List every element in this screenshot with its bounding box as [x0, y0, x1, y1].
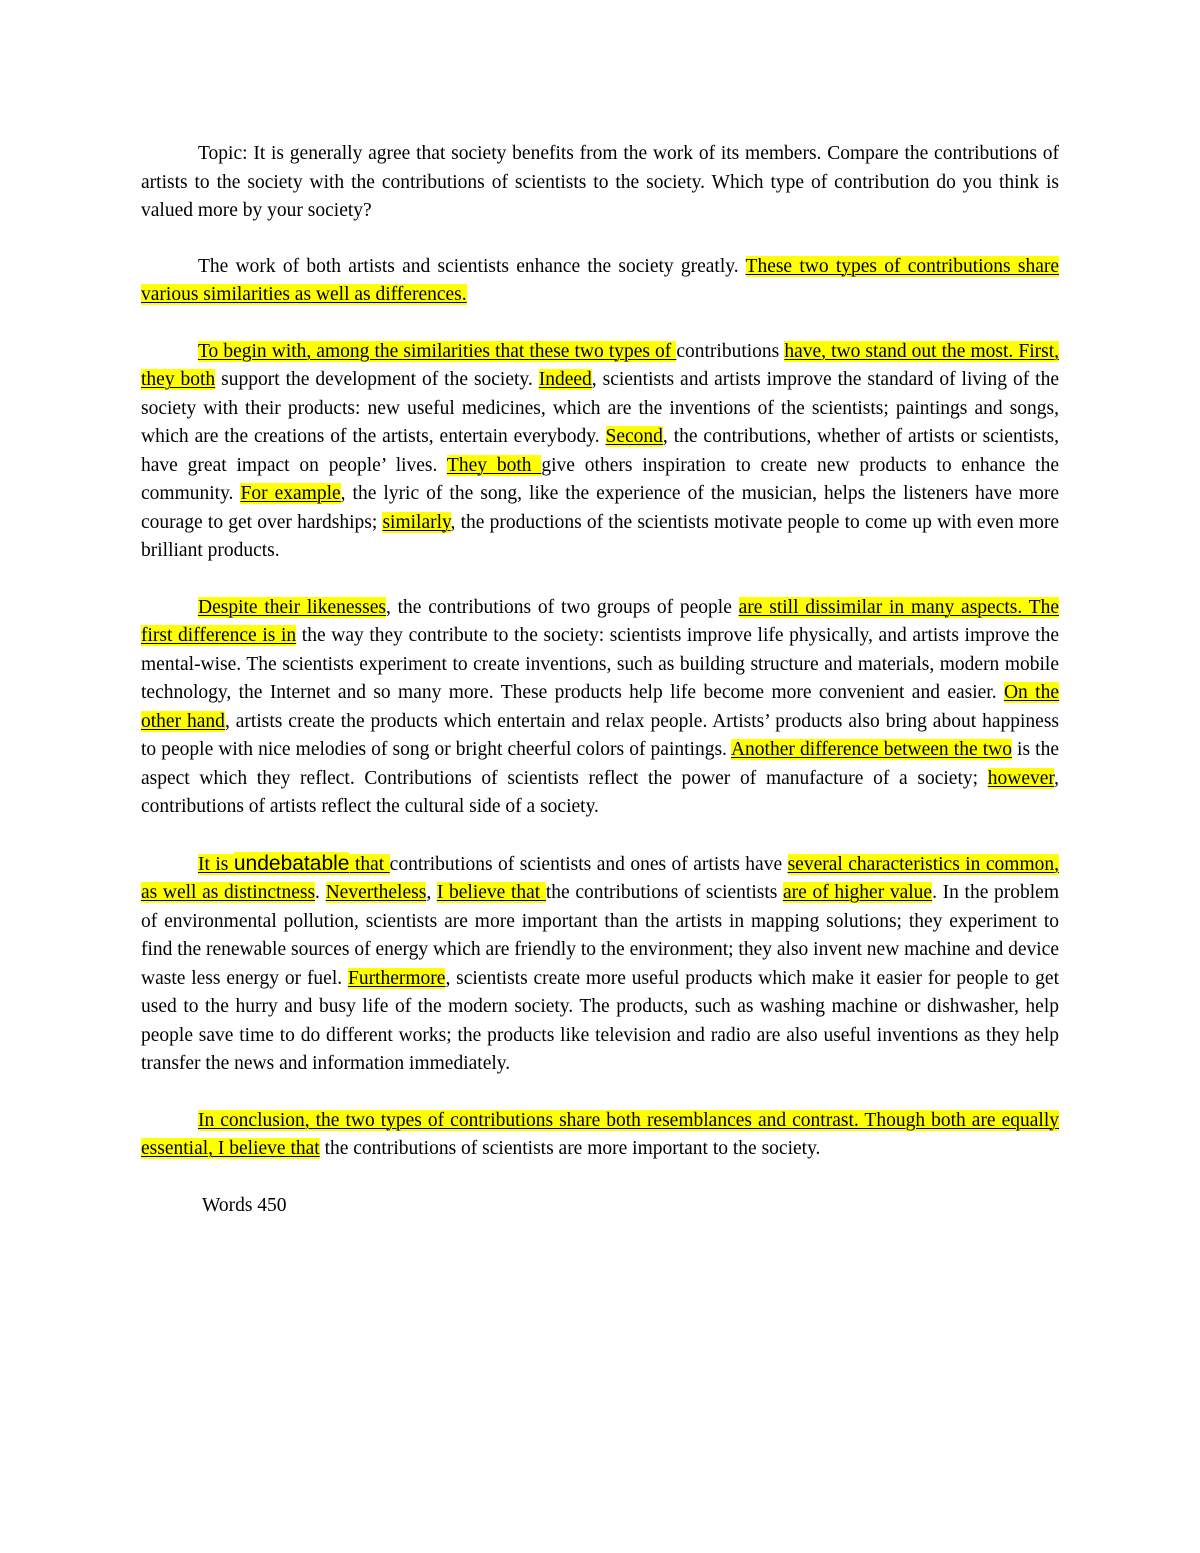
highlighted-phrase: several characteristics in common, as well as distinctness [141, 853, 1060, 903]
text-run: , the contributions of two groups of people [385, 596, 739, 618]
text-run: the contributions of scientists [545, 882, 784, 903]
paragraph-conclusion [141, 1107, 1059, 1164]
highlighted-phrase: Another difference between the two [730, 739, 1012, 760]
paragraph-body-3 [141, 850, 1059, 1079]
text-run: , scientists and artists improve the standard of living of the society with their products: new useful medicines, which are the inventions of the scientists; paintings and songs, which are the creations of the artists, entertain everybody. [141, 369, 1059, 447]
text-run: . In the problem of environmental pollution, scientists are more important than the artists in mapping solutions; they experiment to find the renewable sources of energy which are friendly to the environment; they also invent new machine and device waste less energy or fuel. [141, 882, 1060, 989]
paragraph-body-2 [141, 594, 1059, 822]
highlighted-phrase: For example [240, 483, 341, 504]
highlighted-phrase: I believe that [436, 882, 546, 903]
highlighted-phrase: Indeed [538, 369, 592, 390]
highlighted-phrase: are still dissimilar in many aspects. The first difference is in [141, 596, 1059, 646]
highlighted-phrase: similarly [382, 511, 451, 533]
text-run: Topic: It is generally agree that society benefits from the work of its members. Compare the contributions of artists to the society with the contributions of scientists to the society. Which type of contribution do you think is valued more by your society? [141, 143, 1059, 221]
highlighted-phrase: that [349, 853, 390, 875]
document-page [141, 140, 1059, 1220]
highlighted-phrase: To begin with, among the similarities that these two types of [198, 340, 677, 362]
text-run: the way they contribute to the society: scientists improve life physically, and artists improve the mental-wise. The scientists experiment to create inventions, such as building structure and materials, modern mobile technology, the Internet and so many more. These products help life become more convenient and easier. [141, 625, 1059, 703]
text-run: , the lyric of the song, like the experience of the musician, helps the listeners have more courage to get over hardships; [141, 483, 1059, 533]
highlighted-phrase: Furthermore [347, 967, 446, 989]
text-run: is the aspect which they reflect. Contributions of scientists reflect the power of manufacture of a society; [141, 739, 1059, 789]
word-count: Words 450 [202, 1194, 287, 1216]
text-run: , contributions of artists reflect the cultural side of a society. [141, 767, 1059, 817]
text-run: , the contributions, whether of artists or scientists, have great impact on people’ lives. [141, 426, 1059, 476]
highlighted-phrase: It is [198, 853, 234, 875]
highlighted-phrase: Second [605, 426, 663, 447]
text-run: . [315, 882, 326, 903]
text-run: , the productions of the scientists motivate people to come up with even more brilliant products. [141, 511, 1059, 561]
text-run: the contributions of scientists are more important to the society. [319, 1138, 821, 1159]
highlighted-phrase: On the other hand [141, 682, 1059, 732]
highlighted-phrase: These two types of contributions share various similarities as well as differences. [141, 255, 1060, 305]
text-run: support the development of the society. [215, 369, 539, 390]
text-run: , [426, 882, 437, 903]
text-run: give others inspiration to create new products to enhance the community. [141, 454, 1059, 504]
highlighted-phrase: are of higher value [783, 882, 933, 903]
text-run: The work of both artists and scientists enhance the society greatly. [198, 255, 746, 277]
text-run: contributions of scientists and ones of artists have [389, 853, 788, 875]
text-run: contributions [676, 340, 785, 362]
text-run: , artists create the products which entertain and relax people. Artists’ products also bring about happiness to people with nice melodies of song or bright cheerful colors of paintings. [141, 710, 1059, 760]
paragraph-topic [141, 140, 1059, 226]
paragraph-body-1 [141, 338, 1059, 566]
highlighted-phrase: They both [446, 454, 542, 476]
highlighted-phrase: undebatable [233, 851, 350, 875]
highlighted-phrase: Despite their likenesses [198, 596, 386, 618]
highlighted-phrase: however [987, 767, 1055, 789]
paragraph-intro [141, 253, 1059, 310]
highlighted-phrase: have, two stand out the most. First, they both [141, 340, 1059, 390]
essay-body [141, 140, 1059, 1164]
text-run: , scientists create more useful products which make it easier for people to get used to the hurry and busy life of the modern society. The products, such as washing machine or dishwasher, help people save time to do different works; the products like television and radio are also useful inventions as they help transfer the news and information immediately. [141, 967, 1059, 1074]
highlighted-phrase: Nevertheless [325, 882, 427, 903]
highlighted-phrase: In conclusion, the two types of contributions share both resemblances and contrast. Though both are equally essential, I believe that [141, 1109, 1059, 1159]
